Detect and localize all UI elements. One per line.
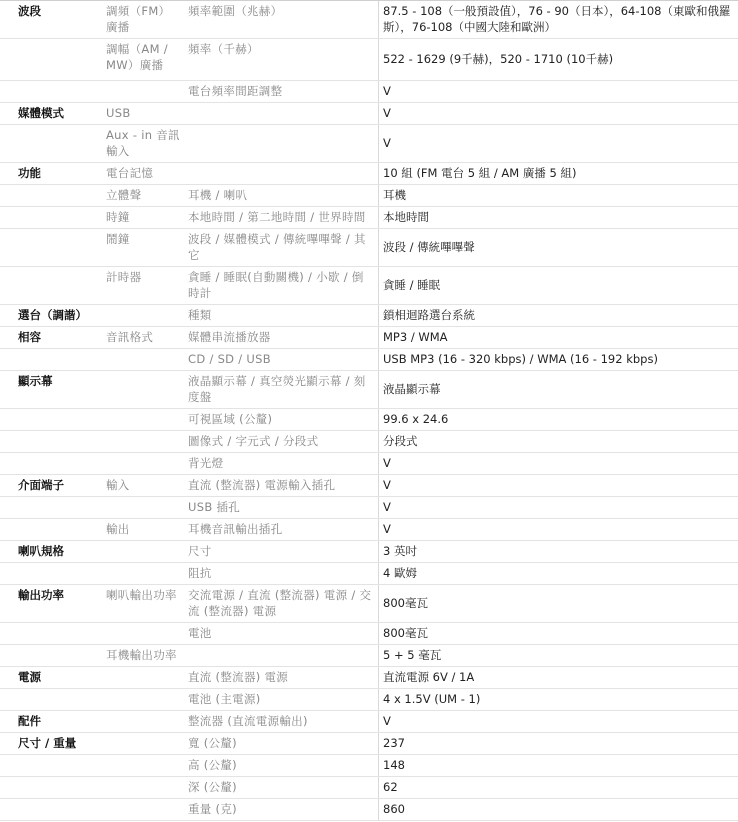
spec-subcategory: 輸出 [102,519,184,541]
spec-row [0,453,738,475]
spec-item-name: 頻率（千赫） [184,39,379,81]
spec-item-name: 圖像式 / 字元式 / 分段式 [184,431,379,453]
spec-subcategory [102,453,184,475]
spec-value: 直流電源 6V / 1A [379,667,738,689]
spec-row [0,563,738,585]
spec-category: 配件 [0,711,102,733]
spec-subcategory [102,755,184,777]
spec-item-name: 波段 / 媒體模式 / 傳統嗶嗶聲 / 其它 [184,229,379,267]
spec-category [0,349,102,371]
spec-value: 10 組 (FM 電台 5 組 / AM 廣播 5 組) [379,163,738,185]
spec-category [0,229,102,267]
spec-item-name: 阻抗 [184,563,379,585]
spec-category: 尺寸 / 重量 [0,733,102,755]
spec-subcategory [102,409,184,431]
spec-subcategory [102,799,184,821]
spec-subcategory: 調頻（FM）廣播 [102,1,184,39]
spec-value: 522 - 1629 (9千赫)，520 - 1710 (10千赫) [379,39,738,81]
spec-value: 99.6 x 24.6 [379,409,738,431]
spec-category [0,497,102,519]
spec-subcategory [102,431,184,453]
spec-value: USB MP3 (16 - 320 kbps) / WMA (16 - 192 kbps) [379,349,738,371]
spec-row [0,1,738,39]
spec-row [0,39,738,81]
spec-subcategory: 計時器 [102,267,184,305]
spec-value: 148 [379,755,738,777]
spec-row [0,229,738,267]
spec-category: 相容 [0,327,102,349]
spec-row [0,81,738,103]
spec-value: V [379,453,738,475]
spec-item-name: USB 插孔 [184,497,379,519]
spec-item-name: 深 (公釐) [184,777,379,799]
spec-category: 波段 [0,1,102,39]
spec-category [0,185,102,207]
spec-row [0,327,738,349]
spec-value: 貪睡 / 睡眠 [379,267,738,305]
spec-value: V [379,125,738,163]
spec-row [0,777,738,799]
spec-subcategory [102,305,184,327]
spec-subcategory [102,711,184,733]
spec-category: 電源 [0,667,102,689]
spec-value: 87.5 - 108（一般預設值），76 - 90（日本），64-108（東歐和俄羅斯），76-108（中國大陸和歐洲） [379,1,738,39]
spec-subcategory: 鬧鐘 [102,229,184,267]
spec-item-name: 種類 [184,305,379,327]
spec-row [0,349,738,371]
spec-value: V [379,475,738,497]
spec-row [0,475,738,497]
spec-row [0,667,738,689]
spec-row [0,755,738,777]
spec-row [0,519,738,541]
spec-category [0,755,102,777]
spec-row [0,497,738,519]
spec-row [0,541,738,563]
spec-value: 860 [379,799,738,821]
spec-subcategory [102,667,184,689]
spec-value: 本地時間 [379,207,738,229]
spec-item-name: 直流 (整流器) 電源 [184,667,379,689]
spec-row [0,645,738,667]
spec-category [0,799,102,821]
spec-category: 輸出功率 [0,585,102,623]
spec-item-name: 媒體串流播放器 [184,327,379,349]
spec-value: 耳機 [379,185,738,207]
spec-subcategory: 電台記憶 [102,163,184,185]
spec-category: 介面端子 [0,475,102,497]
spec-row [0,267,738,305]
spec-item-name: 液晶顯示幕 / 真空熒光顯示幕 / 刻度盤 [184,371,379,409]
spec-value: V [379,81,738,103]
spec-value: 4 x 1.5V (UM - 1) [379,689,738,711]
spec-value: MP3 / WMA [379,327,738,349]
spec-subcategory: 調幅（AM / MW）廣播 [102,39,184,81]
spec-item-name: 交流電源 / 直流 (整流器) 電源 / 交流 (整流器) 電源 [184,585,379,623]
spec-item-name [184,163,379,185]
spec-category: 功能 [0,163,102,185]
spec-item-name: 貪睡 / 睡眠(自動關機) / 小歇 / 倒時計 [184,267,379,305]
spec-value: V [379,519,738,541]
spec-subcategory: 立體聲 [102,185,184,207]
spec-item-name: 背光燈 [184,453,379,475]
spec-row [0,125,738,163]
spec-item-name: 高 (公釐) [184,755,379,777]
spec-item-name: 耳機音訊輸出插孔 [184,519,379,541]
spec-subcategory [102,497,184,519]
spec-row [0,799,738,821]
spec-value: 800毫瓦 [379,585,738,623]
spec-item-name: 電池 [184,623,379,645]
spec-category: 喇叭規格 [0,541,102,563]
spec-item-name [184,125,379,163]
spec-category [0,689,102,711]
spec-category [0,645,102,667]
spec-subcategory [102,81,184,103]
spec-category [0,81,102,103]
spec-category [0,207,102,229]
spec-subcategory: 音訊格式 [102,327,184,349]
spec-row [0,733,738,755]
spec-value: 波段 / 傳統嗶嗶聲 [379,229,738,267]
spec-value: V [379,497,738,519]
spec-value: 62 [379,777,738,799]
spec-subcategory [102,349,184,371]
spec-row [0,689,738,711]
spec-item-name [184,645,379,667]
spec-value: 分段式 [379,431,738,453]
spec-row [0,103,738,125]
spec-subcategory: Aux - in 音訊輸入 [102,125,184,163]
spec-item-name: 本地時間 / 第二地時間 / 世界時間 [184,207,379,229]
spec-category [0,125,102,163]
spec-item-name [184,103,379,125]
spec-category [0,623,102,645]
spec-category [0,563,102,585]
spec-category [0,777,102,799]
spec-subcategory: 輸入 [102,475,184,497]
spec-item-name: 重量 (克) [184,799,379,821]
spec-item-name: 尺寸 [184,541,379,563]
spec-item-name: 直流 (整流器) 電源輸入插孔 [184,475,379,497]
spec-category: 選台（調諧） [0,305,102,327]
spec-subcategory [102,623,184,645]
spec-subcategory [102,371,184,409]
spec-row [0,185,738,207]
spec-category [0,431,102,453]
spec-value: 液晶顯示幕 [379,371,738,409]
spec-subcategory [102,541,184,563]
spec-value: 4 歐姆 [379,563,738,585]
spec-row [0,623,738,645]
spec-category: 顯示幕 [0,371,102,409]
spec-category [0,453,102,475]
spec-row [0,207,738,229]
spec-row [0,305,738,327]
spec-category [0,267,102,305]
spec-subcategory [102,733,184,755]
spec-value: 3 英吋 [379,541,738,563]
spec-value: 5 + 5 毫瓦 [379,645,738,667]
spec-item-name: 電池 (主電源) [184,689,379,711]
spec-item-name: CD / SD / USB [184,349,379,371]
spec-category: 媒體模式 [0,103,102,125]
spec-subcategory: 喇叭輸出功率 [102,585,184,623]
spec-subcategory: 耳機輸出功率 [102,645,184,667]
spec-subcategory: 時鐘 [102,207,184,229]
spec-row [0,431,738,453]
spec-subcategory [102,563,184,585]
spec-value: 237 [379,733,738,755]
spec-row [0,711,738,733]
spec-row [0,163,738,185]
spec-subcategory: USB [102,103,184,125]
spec-item-name: 電台頻率間距調整 [184,81,379,103]
spec-value: V [379,103,738,125]
spec-subcategory [102,689,184,711]
spec-item-name: 可視區域 (公釐) [184,409,379,431]
spec-subcategory [102,777,184,799]
spec-value: 800毫瓦 [379,623,738,645]
spec-value: 鎖相迴路選台系統 [379,305,738,327]
spec-row [0,585,738,623]
spec-row [0,371,738,409]
spec-category [0,39,102,81]
spec-item-name: 頻率範圍（兆赫） [184,1,379,39]
spec-item-name: 整流器 (直流電源輸出) [184,711,379,733]
spec-category [0,409,102,431]
spec-row [0,409,738,431]
spec-item-name: 耳機 / 喇叭 [184,185,379,207]
spec-table-body [0,1,738,821]
spec-value: V [379,711,738,733]
spec-category [0,519,102,541]
spec-item-name: 寬 (公釐) [184,733,379,755]
